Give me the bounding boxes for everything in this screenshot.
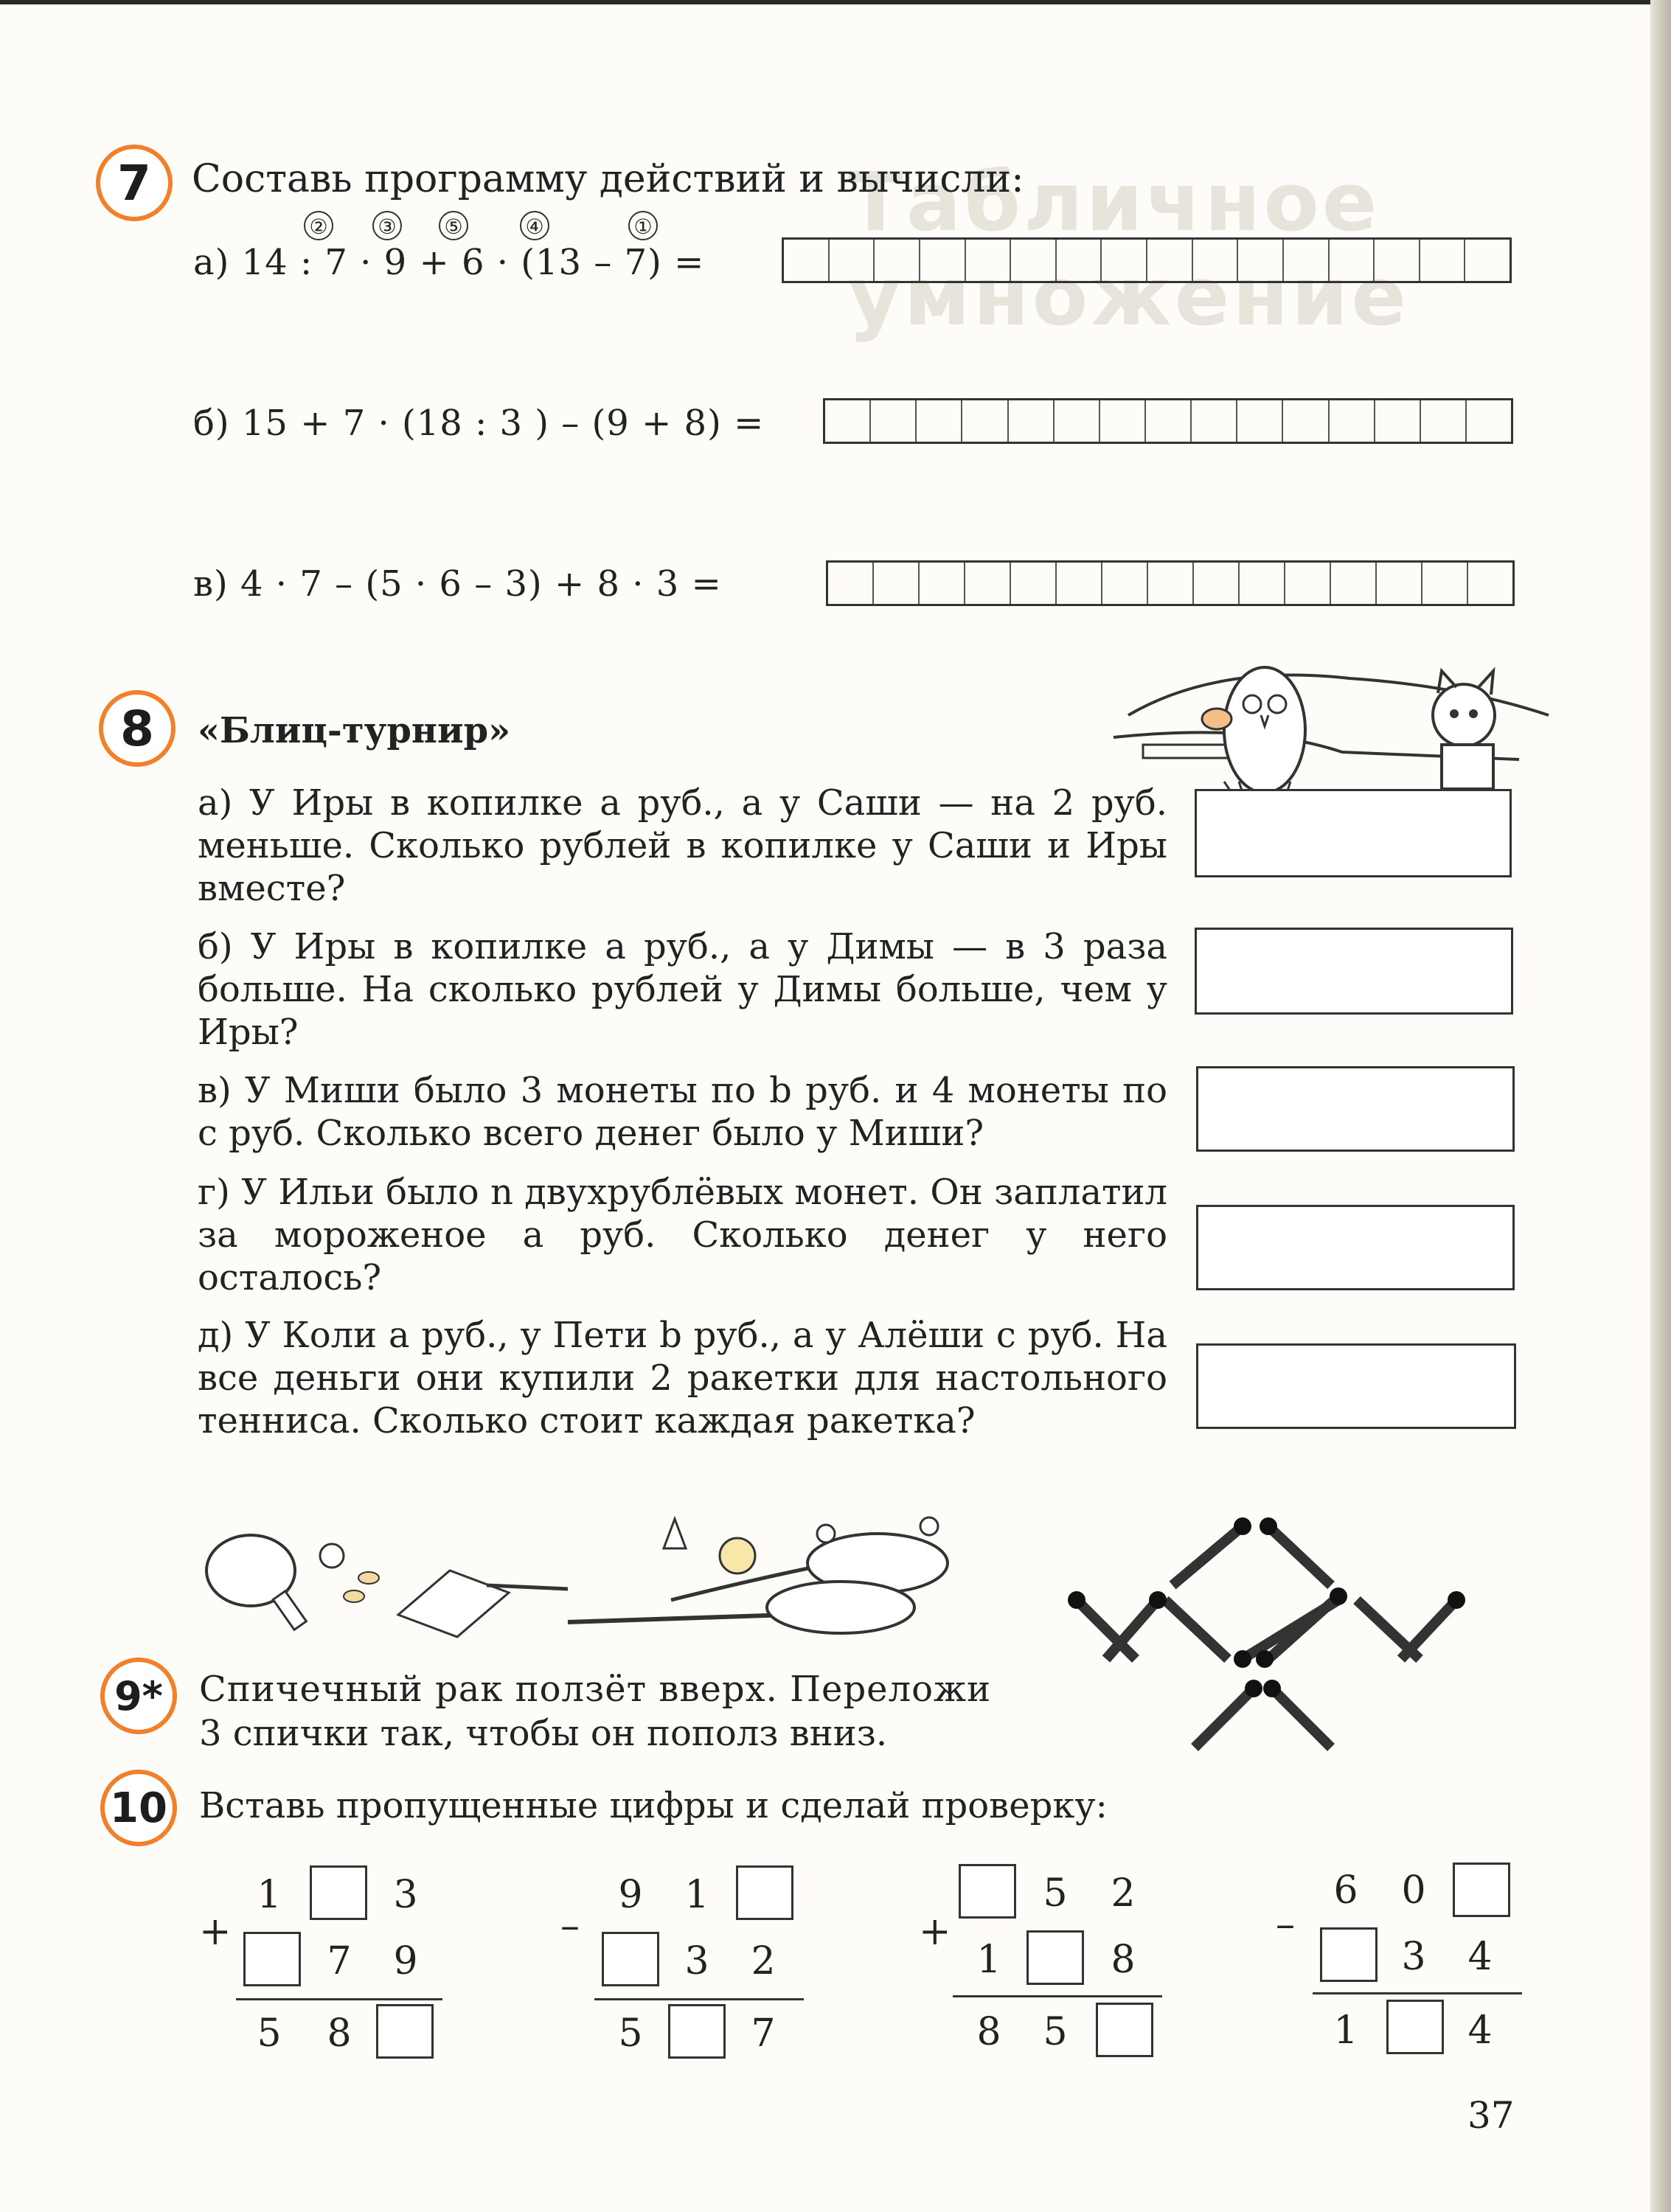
missing-digit-box[interactable]: [376, 2004, 434, 2059]
owl-cat-illustration: [1106, 634, 1563, 796]
digit: 8: [976, 2010, 1001, 2054]
expression-b: б) 15 + 7 · (18 : 3 ) – (9 + 8) =: [193, 403, 765, 444]
missing-digit-box[interactable]: [1026, 1930, 1084, 1985]
digit: 5: [1043, 1871, 1068, 1916]
operation-sign: –: [560, 1904, 580, 1948]
digit: 1: [684, 1873, 709, 1917]
sum-line: [236, 1998, 442, 2000]
missing-digit-box[interactable]: [1386, 2000, 1444, 2054]
exercise-9-line1: Спичечный рак ползёт вверх. Переложи: [199, 1669, 992, 1710]
order-mark: ②: [304, 211, 333, 240]
task-a-text: а) У Иры в копилке a руб., а у Саши — на 2 руб. меньше. Сколько рублей в копилке у Саши и Иры вместе?: [198, 782, 1167, 909]
operation-sign: –: [1276, 1902, 1295, 1947]
digit: 2: [1111, 1871, 1136, 1916]
digit: 3: [1401, 1935, 1426, 1979]
digit: 2: [751, 1939, 776, 1983]
missing-digit-box[interactable]: [1453, 1863, 1510, 1917]
order-mark: ⑤: [439, 211, 468, 240]
exercise-8-badge: 8: [99, 690, 176, 767]
digit: 7: [751, 2011, 776, 2056]
missing-digit-box[interactable]: [668, 2004, 726, 2059]
answer-box-d[interactable]: [1196, 1205, 1515, 1290]
digit: 0: [1401, 1868, 1426, 1913]
bleed-through-text: Табличное умножение: [848, 155, 1409, 344]
digit: 1: [257, 1873, 282, 1917]
digit: 1: [976, 1938, 1001, 1982]
expression-a: а) 14 : 7 · 9 + 6 · (13 – 7) =: [193, 242, 705, 283]
task-e-text: д) У Коли a руб., у Пети b руб., а у Алёши c руб. На все деньги они купили 2 ракетки для настольного тенниса. Сколько стоит каждая ракетка?: [198, 1315, 1168, 1441]
exercise-7-title: Составь программу действий и вычисли:: [192, 157, 1024, 201]
digit: 4: [1467, 2008, 1493, 2053]
missing-digit-box[interactable]: [1320, 1927, 1378, 1982]
answer-box-b[interactable]: [1195, 928, 1513, 1015]
exercise-9-line2: 3 спички так, чтобы он пополз вниз.: [199, 1713, 888, 1754]
missing-digit-box[interactable]: [602, 1932, 659, 1986]
exercise-9-badge: 9*: [100, 1658, 177, 1734]
missing-digit-box[interactable]: [959, 1864, 1016, 1919]
answer-box-a[interactable]: [1195, 789, 1512, 877]
digit: 7: [327, 1939, 352, 1983]
answer-cells-a[interactable]: [782, 237, 1512, 283]
exercise-10-title: Вставь пропущенные цифры и сделай проверку:: [199, 1785, 1108, 1826]
task-d-text: г) У Ильи было n двухрублёвых монет. Он заплатил за мороженое a руб. Сколько денег у него осталось?: [198, 1172, 1167, 1298]
difference-line: [594, 1998, 804, 2000]
digit: 3: [393, 1873, 418, 1917]
digit: 5: [618, 2011, 643, 2056]
matchstick-crab-figure: [1047, 1512, 1563, 1770]
digit: 5: [257, 2011, 282, 2056]
answer-box-c[interactable]: [1196, 1066, 1515, 1152]
sports-equipment-illustration: [199, 1504, 966, 1652]
digit: 6: [1333, 1868, 1358, 1913]
exercise-10-badge: 10: [100, 1770, 177, 1846]
digit: 9: [393, 1939, 418, 1983]
missing-digit-box[interactable]: [310, 1865, 367, 1920]
exercise-8-title: «Блиц-турнир»: [198, 710, 511, 751]
answer-cells-b[interactable]: [823, 398, 1513, 444]
task-c-text: в) У Миши было 3 монеты по b руб. и 4 монеты по c руб. Сколько всего денег было у Миши?: [198, 1070, 1167, 1154]
order-mark: ④: [520, 211, 549, 240]
answer-cells-c[interactable]: [826, 560, 1515, 606]
task-b-text: б) У Иры в копилке a руб., а у Димы — в 3 раза больше. На сколько рублей у Димы больше, чем у Иры?: [198, 926, 1167, 1053]
digit: 3: [684, 1939, 709, 1983]
digit: 5: [1043, 2010, 1068, 2054]
missing-digit-box[interactable]: [1096, 2003, 1153, 2057]
order-mark: ①: [628, 211, 658, 240]
operation-sign: +: [919, 1910, 951, 1954]
digit: 8: [1111, 1938, 1136, 1982]
missing-digit-box[interactable]: [243, 1932, 301, 1986]
page-top-border: [0, 0, 1671, 4]
digit: 4: [1467, 1935, 1493, 1979]
sum-line: [953, 1995, 1162, 1997]
difference-line: [1313, 1992, 1522, 1994]
exercise-7-badge: 7: [96, 145, 173, 221]
answer-box-e[interactable]: [1196, 1343, 1516, 1429]
digit: 8: [327, 2011, 352, 2056]
order-mark: ③: [372, 211, 402, 240]
missing-digit-box[interactable]: [736, 1865, 793, 1920]
page-number: 37: [1467, 2094, 1515, 2137]
expression-c: в) 4 · 7 – (5 · 6 – 3) + 8 · 3 =: [193, 563, 722, 605]
digit: 9: [618, 1873, 643, 1917]
digit: 1: [1333, 2008, 1358, 2053]
operation-sign: +: [199, 1910, 232, 1954]
